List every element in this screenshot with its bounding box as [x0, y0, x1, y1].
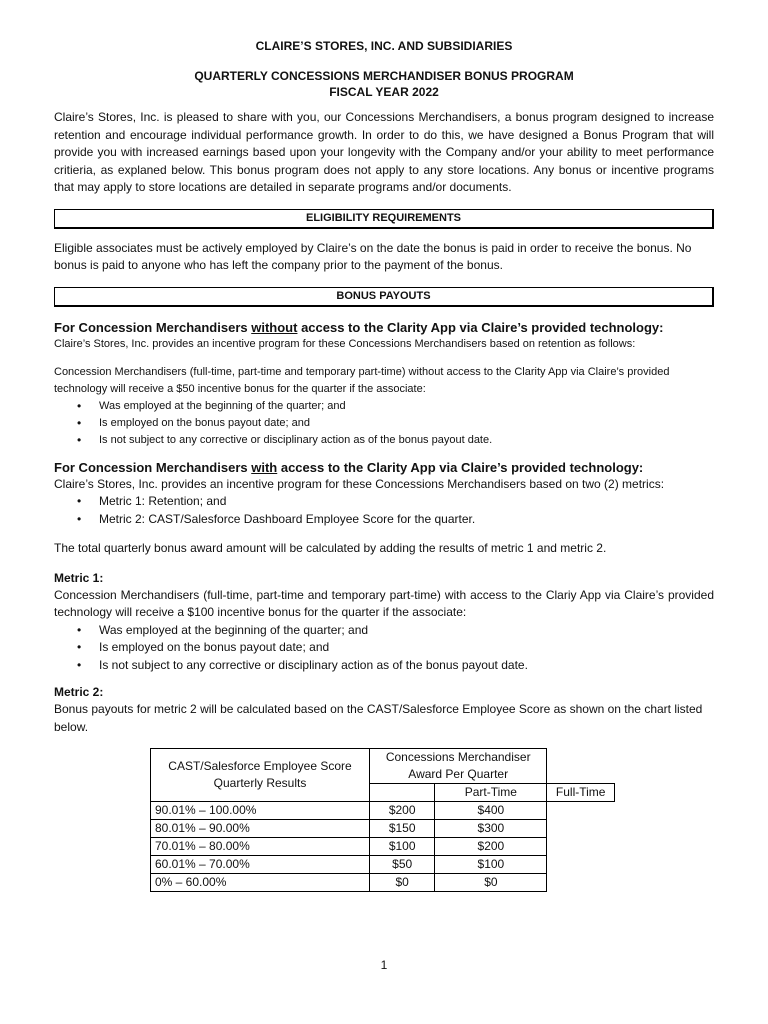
without-app-intro: Claire’s Stores, Inc. provides an incentive program for these Concessions Merchandisers based on retention as follows: — [54, 337, 636, 350]
full-time-award: $400 — [435, 802, 547, 820]
with-app-heading: For Concession Merchandisers with access to the Clarity App via Claire’s provided technology: — [54, 459, 644, 475]
part-time-award: $150 — [370, 820, 435, 838]
score-column-header: CAST/Salesforce Employee Score Quarterly Results — [151, 749, 370, 802]
metric2-text: Bonus payouts for metric 2 will be calculated based on the CAST/Salesforce Employee Score as shown on the chart listed below. — [54, 702, 703, 734]
list-item: • Metric 1: Retention; and — [99, 493, 714, 511]
empty-cell — [370, 784, 435, 802]
metric1-text: Concession Merchandisers (full-time, part-time and temporary part-time) with access to the Clariy App via Claire’s provided technology will receive a $100 incentive bonus for the quarter if the associate: — [54, 587, 714, 619]
fiscal-year: FISCAL YEAR 2022 — [329, 85, 439, 99]
total-bonus-text: The total quarterly bonus award amount will be calculated by adding the results of metric 1 and metric 2. — [54, 541, 607, 555]
part-time-header: Part-Time — [435, 784, 547, 802]
part-time-award: $200 — [370, 802, 435, 820]
metric1-bullets — [54, 622, 714, 675]
full-time-award: $300 — [435, 820, 547, 838]
payout-table — [150, 748, 615, 892]
score-range: 60.01% – 70.00% — [151, 856, 370, 874]
with-app-intro: Claire’s Stores, Inc. provides an incentive program for these Concessions Merchandisers based on two (2) metrics: — [54, 476, 665, 491]
table-row — [151, 874, 615, 892]
award-column-header: Concessions Merchandiser Award Per Quarter — [370, 749, 547, 784]
company-title: CLAIRE’S STORES, INC. AND SUBSIDIARIES — [255, 39, 513, 53]
full-time-award: $200 — [435, 838, 547, 856]
score-range: 0% – 60.00% — [151, 874, 370, 892]
list-item: • Is not subject to any corrective or disciplinary action as of the bonus payout date. — [99, 657, 714, 675]
full-time-award: $0 — [435, 874, 547, 892]
with-app-bullets — [54, 493, 714, 528]
part-time-award: $100 — [370, 838, 435, 856]
score-range: 80.01% – 90.00% — [151, 820, 370, 838]
list-item: • Is employed on the bonus payout date; and — [99, 639, 714, 657]
without-app-bullets — [54, 398, 714, 449]
eligibility-text: Eligible associates must be actively employed by Claire’s on the date the bonus is paid in order to receive the bonus. No bonus is paid to anyone who has left the company prior to the payment of the bonus. — [54, 240, 692, 272]
full-time-award: $100 — [435, 856, 547, 874]
without-app-detail: Concession Merchandisers (full-time, part-time and temporary part-time) without access to the Clarity App via Claire’s provided technology will receive a $50 incentive bonus for the quarter if the associate: — [54, 365, 670, 395]
part-time-award: $50 — [370, 856, 435, 874]
metric1-heading: Metric 1: — [54, 570, 104, 585]
part-time-award: $0 — [370, 874, 435, 892]
list-item: • Was employed at the beginning of the quarter; and — [99, 622, 714, 640]
score-range: 70.01% – 80.00% — [151, 838, 370, 856]
intro-paragraph: Claire’s Stores, Inc. is pleased to share with you, our Concessions Merchandisers, a bonus program designed to increase retention and encourage individual performance growth. In order to do this, we have designed a Bonus Program that will provide you with increased earnings based upon your longevity with the Company and/or your ability to meet performance critieria, as explaned below. This bonus program does not apply to any store locations. Any bonus or incentive programs that may apply to store locations are detailed in separate programs and/or documents. — [54, 110, 714, 194]
table-row — [151, 838, 615, 856]
table-row — [151, 820, 615, 838]
bonus-payouts-heading: BONUS PAYOUTS — [54, 287, 714, 307]
eligibility-heading: ELIGIBILITY REQUIREMENTS — [54, 209, 714, 229]
list-item: • Was employed at the beginning of the quarter; and — [99, 398, 714, 415]
score-range: 90.01% – 100.00% — [151, 802, 370, 820]
list-item: • Metric 2: CAST/Salesforce Dashboard Employee Score for the quarter. — [99, 511, 714, 529]
table-row — [151, 856, 615, 874]
table-row — [151, 802, 615, 820]
list-item: • Is employed on the bonus payout date; and — [99, 415, 714, 432]
table-header-row — [151, 749, 615, 784]
page-number: 1 — [380, 958, 388, 972]
metric2-heading: Metric 2: — [54, 685, 104, 699]
program-title: QUARTERLY CONCESSIONS MERCHANDISER BONUS PROGRAM — [194, 69, 574, 83]
list-item: • Is not subject to any corrective or disciplinary action as of the bonus payout date. — [99, 432, 714, 449]
document-page — [54, 38, 714, 892]
without-app-heading: For Concession Merchandisers without access to the Clarity App via Claire’s provided technology: — [54, 319, 664, 335]
full-time-header: Full-Time — [547, 784, 615, 802]
